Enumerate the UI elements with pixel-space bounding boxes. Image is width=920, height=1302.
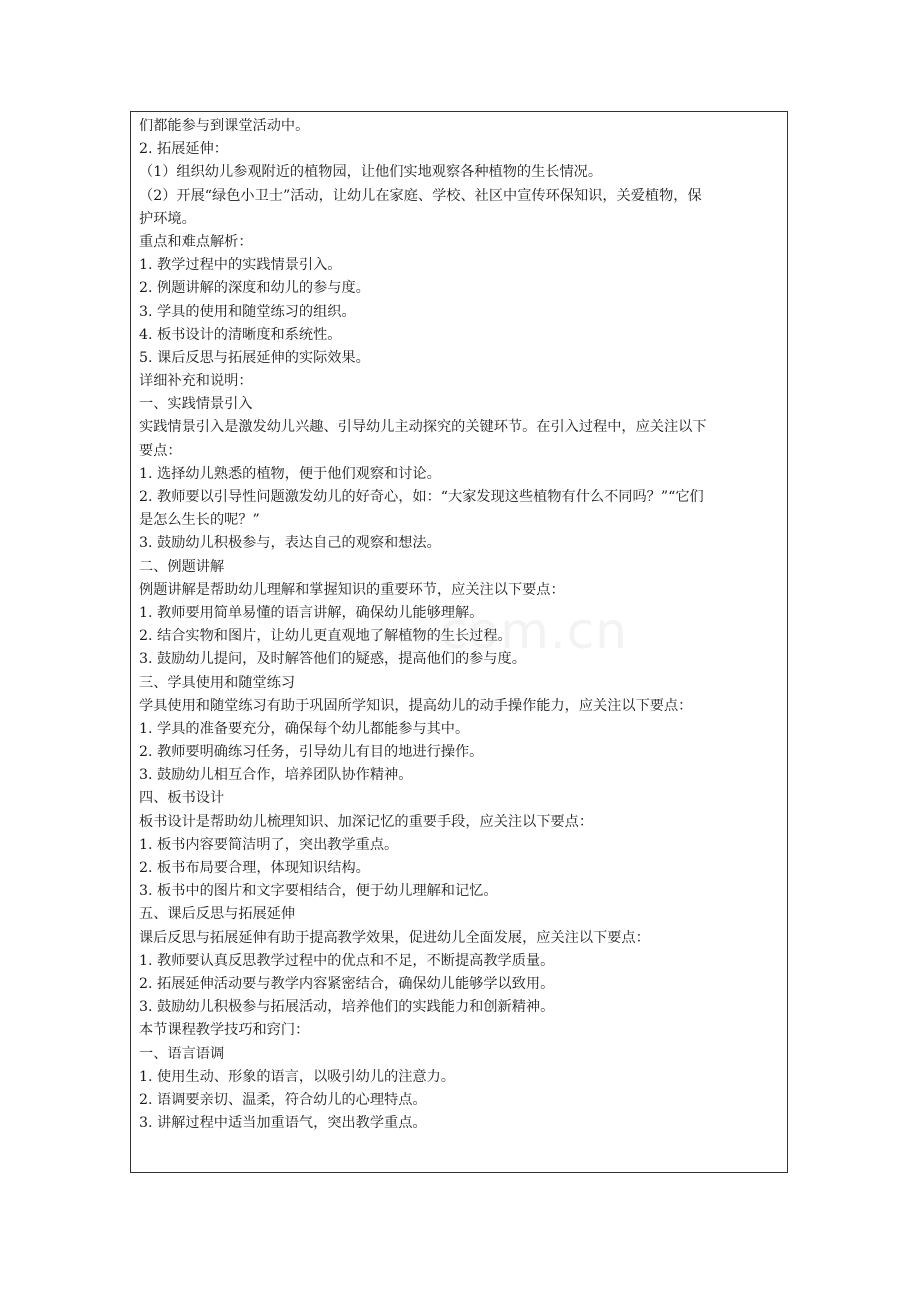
text-line: 4. 板书设计的清晰度和系统性。 bbox=[139, 326, 342, 343]
text-line: 1. 选择幼儿熟悉的植物，便于他们观察和讨论。 bbox=[139, 465, 441, 482]
text-line: 要点： bbox=[139, 442, 182, 459]
text-line: （1）组织幼儿参观附近的植物园，让他们实地观察各种植物的生长情况。 bbox=[139, 164, 603, 181]
text-line: 2. 拓展延伸活动要与教学内容紧密结合，确保幼儿能够学以致用。 bbox=[139, 975, 555, 992]
text-line: 1. 教师要用简单易懂的语言讲解，确保幼儿能够理解。 bbox=[139, 604, 484, 621]
text-line: 二、例题讲解 bbox=[139, 558, 225, 575]
text-line: 1. 板书内容要简洁明了，突出教学重点。 bbox=[139, 836, 399, 853]
text-line: 一、语言语调 bbox=[139, 1045, 225, 1062]
text-line: 2. 教师要以引导性问题激发幼儿的好奇心，如：“大家发现这些植物有什么不同吗？”“它们 bbox=[139, 489, 704, 505]
text-line: 实践情景引入是激发幼儿兴趣、引导幼儿主动探究的关键环节。在引入过程中，应关注以下 bbox=[139, 419, 707, 436]
text-line: 是怎么生长的呢？” bbox=[139, 512, 260, 529]
text-line: 5. 课后反思与拓展延伸的实际效果。 bbox=[139, 349, 370, 366]
text-line: 课后反思与拓展延伸有助于提高教学效果，促进幼儿全面发展，应关注以下要点： bbox=[139, 929, 650, 946]
text-line: 们都能参与到课堂活动中。 bbox=[139, 118, 310, 134]
text-line: 1. 教学过程中的实践情景引入。 bbox=[139, 257, 342, 274]
text-line: 例题讲解是帮助幼儿理解和掌握知识的重要环节，应关注以下要点： bbox=[139, 581, 565, 598]
text-line: 3. 鼓励幼儿相互合作，培养团队协作精神。 bbox=[139, 767, 413, 784]
text-line: 3. 学具的使用和随堂练习的组织。 bbox=[139, 303, 356, 320]
text-line: 2. 教师要明确练习任务，引导幼儿有目的地进行操作。 bbox=[139, 744, 484, 761]
text-line: 3. 鼓励幼儿积极参与，表达自己的观察和想法。 bbox=[139, 535, 441, 552]
text-line: 2. 拓展延伸： bbox=[139, 141, 228, 158]
text-line: 板书设计是帮助幼儿梳理知识、加深记忆的重要手段，应关注以下要点： bbox=[139, 813, 594, 830]
text-line: 护环境。 bbox=[139, 210, 196, 227]
text-line: 五、课后反思与拓展延伸 bbox=[139, 906, 296, 923]
text-line: 1. 使用生动、形象的语言，以吸引幼儿的注意力。 bbox=[139, 1068, 455, 1085]
text-line: 本节课程教学技巧和窍门： bbox=[139, 1022, 310, 1039]
text-line: 详细补充和说明： bbox=[139, 373, 253, 390]
text-line: 1. 学具的准备要充分，确保每个幼儿都能参与其中。 bbox=[139, 720, 470, 737]
text-line: 3. 板书中的图片和文字要相结合，便于幼儿理解和记忆。 bbox=[139, 883, 498, 900]
text-line: 一、实践情景引入 bbox=[139, 396, 253, 413]
text-line: 2. 结合实物和图片，让幼儿更直观地了解植物的生长过程。 bbox=[139, 628, 512, 645]
watermark: com.cn bbox=[440, 602, 628, 660]
text-line: （2）开展“绿色小卫士”活动，让幼儿在家庭、学校、社区中宣传环保知识，关爱植物，保 bbox=[139, 187, 702, 204]
text-line: 2. 语调要亲切、温柔，符合幼儿的心理特点。 bbox=[139, 1091, 427, 1108]
text-line: 2. 板书布局要合理，体现知识结构。 bbox=[139, 860, 370, 876]
text-line: 2. 例题讲解的深度和幼儿的参与度。 bbox=[139, 280, 370, 297]
text-line: 3. 讲解过程中适当加重语气，突出教学重点。 bbox=[139, 1115, 427, 1132]
text-line: 3. 鼓励幼儿提问，及时解答他们的疑惑，提高他们的参与度。 bbox=[139, 651, 526, 668]
text-line: 四、板书设计 bbox=[139, 790, 225, 807]
text-line: 1. 教师要认真反思教学过程中的优点和不足，不断提高教学质量。 bbox=[139, 952, 555, 969]
text-line: 学具使用和随堂练习有助于巩固所学知识，提高幼儿的动手操作能力，应关注以下要点： bbox=[139, 697, 693, 714]
text-line: 3. 鼓励幼儿积极参与拓展活动，培养他们的实践能力和创新精神。 bbox=[139, 999, 555, 1016]
document-table-cell bbox=[130, 111, 788, 1173]
text-line: 重点和难点解析： bbox=[139, 233, 253, 250]
text-line: 三、学具使用和随堂练习 bbox=[139, 674, 296, 691]
